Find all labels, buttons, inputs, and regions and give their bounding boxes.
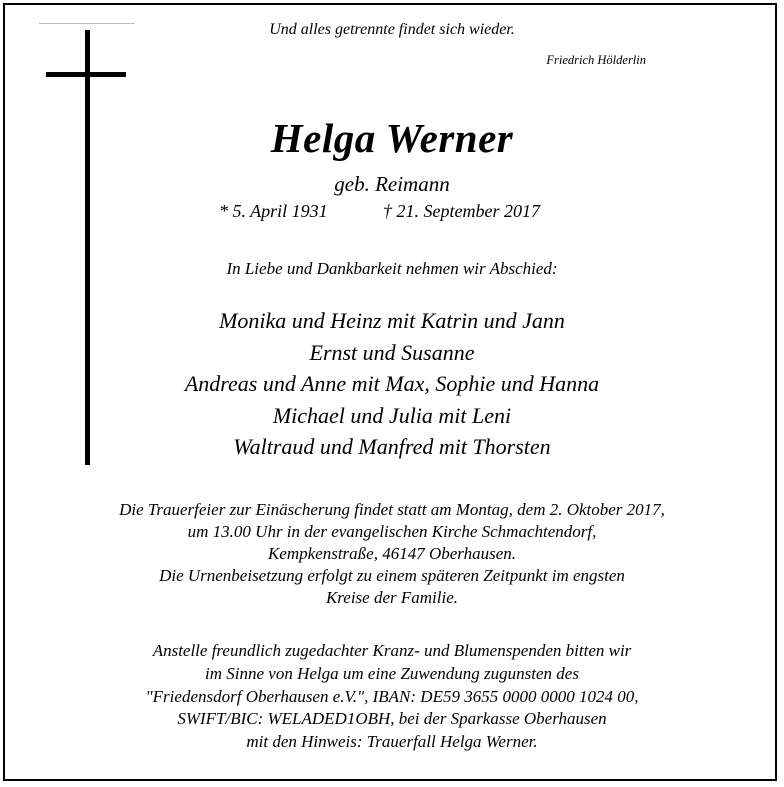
farewell-line: In Liebe und Dankbarkeit nehmen wir Abschied: [226,259,558,278]
death-date: † 21. September 2017 [383,201,540,221]
birth-date: * 5. April 1931 [219,201,328,221]
ceremony-paragraph [0,499,784,609]
ceremony-line: Kreise der Familie. [325,588,459,607]
ceremony-line: Die Trauerfeier zur Einäscherung findet statt am Montag, dem 2. Oktober 2017, [119,500,665,519]
donation-line: mit den Hinweis: Trauerfall Helga Werner. [246,732,538,752]
donation-line: "Friedensdorf Oberhausen e.V.", IBAN: DE59 3655 0000 0000 1024 00, [145,686,639,706]
mourners-list [0,305,784,463]
quote-author: Friedrich Hölderlin [546,53,646,67]
donation-line: im Sinne von Helga um eine Zuwendung zugunsten des [205,663,579,683]
cross-horizontal-bar [46,72,126,77]
ceremony-line: um 13.00 Uhr in der evangelischen Kirche Schmachtendorf, [187,522,597,541]
mourner-line: Monika und Heinz mit Katrin und Jann [219,308,565,333]
mourner-line: Waltraud und Manfred mit Thorsten [233,434,551,459]
deceased-name: Helga Werner [270,115,514,161]
ceremony-line: Kempkenstraße, 46147 Oberhausen. [267,544,517,563]
ceremony-line: Die Urnenbeisetzung erfolgt zu einem späteren Zeitpunkt im engsten [159,566,625,585]
quote-text: Und alles getrennte findet sich wieder. [269,21,515,38]
mourner-line: Andreas und Anne mit Max, Sophie und Hanna [184,371,600,396]
donation-paragraph [0,640,784,754]
donation-line: Anstelle freundlich zugedachter Kranz- und Blumenspenden bitten wir [152,641,632,660]
donation-line: SWIFT/BIC: WELADED1OBH, bei der Sparkasse Oberhausen [177,709,607,729]
mourner-line: Michael und Julia mit Leni [272,402,512,428]
mourner-line: Ernst und Susanne [309,339,475,365]
birth-name: geb. Reimann [334,172,450,196]
